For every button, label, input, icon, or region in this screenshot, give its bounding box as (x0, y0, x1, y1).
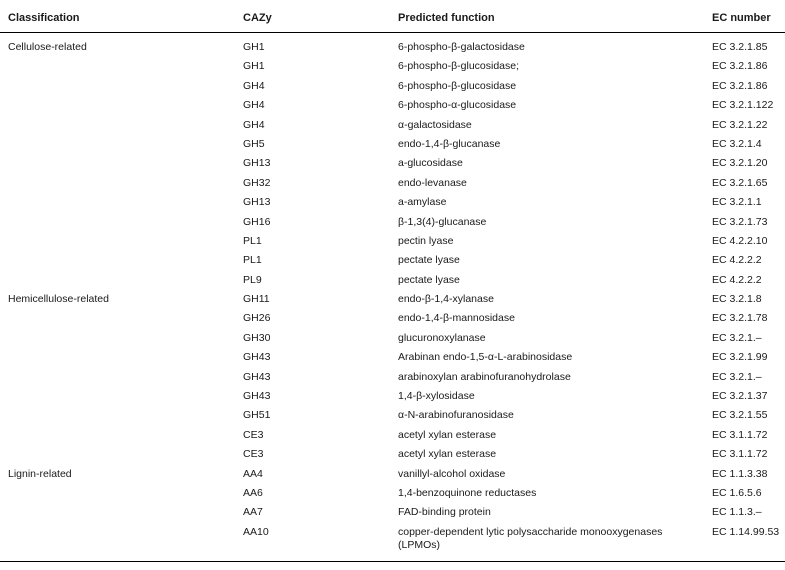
header-cazy: CAZy (243, 12, 272, 24)
function-cell: acetyl xylan esterase (398, 448, 497, 461)
function-cell: a-glucosidase (398, 157, 463, 170)
function-cell: copper-dependent lytic polysaccharide monooxygenases (LPMOs) (398, 525, 663, 551)
function-cell: pectin lyase (398, 234, 454, 247)
cazy-cell: GH4 (243, 118, 265, 131)
cazy-cell: GH1 (243, 60, 265, 73)
ec-number-cell: EC 3.2.1.55 (712, 409, 768, 422)
ec-number-cell: EC 3.2.1.8 (712, 293, 762, 306)
table-row (0, 330, 785, 349)
cazy-cell: CE3 (243, 448, 264, 461)
ec-number-cell: EC 3.2.1.1 (712, 196, 762, 209)
ec-number-cell: EC 3.2.1.– (712, 370, 762, 383)
ec-number-cell: EC 3.1.1.72 (712, 448, 768, 461)
ec-number-cell: EC 4.2.2.10 (712, 234, 768, 247)
table-row (0, 310, 785, 329)
ec-number-cell: EC 3.2.1.86 (712, 79, 768, 92)
ec-number-cell: EC 3.2.1.99 (712, 351, 768, 364)
function-cell: endo-levanase (398, 176, 467, 189)
table-row (0, 349, 785, 368)
cazy-cell: PL1 (243, 234, 262, 247)
function-cell: endo-1,4-β-mannosidase (398, 312, 515, 325)
cazy-cell: GH13 (243, 157, 271, 170)
function-cell: acetyl xylan esterase (398, 428, 497, 441)
ec-number-cell: EC 3.2.1.– (712, 331, 762, 344)
table-row (0, 39, 785, 58)
cazy-cell: GH1 (243, 41, 265, 53)
ec-number-cell: EC 1.6.5.6 (712, 486, 762, 499)
table-row (0, 194, 785, 213)
table-body (0, 39, 785, 558)
cazy-cell: GH30 (243, 331, 271, 344)
table-row (0, 388, 785, 407)
function-cell: β-1,3(4)-glucanase (398, 215, 487, 228)
table-row (0, 369, 785, 388)
table-row (0, 233, 785, 252)
table-row (0, 291, 785, 310)
function-cell: pectate lyase (398, 273, 460, 286)
cazy-cell: CE3 (243, 428, 264, 441)
ec-number-cell: EC 3.2.1.65 (712, 176, 768, 189)
cazy-cell: GH16 (243, 215, 271, 228)
ec-number-cell: EC 3.1.1.72 (712, 428, 768, 441)
table-row (0, 466, 785, 485)
ec-number-cell: EC 1.1.3.38 (712, 467, 768, 480)
cazy-cell: GH43 (243, 370, 271, 383)
table-row (0, 504, 785, 523)
table-row (0, 58, 785, 77)
table-row (0, 407, 785, 426)
table-row (0, 117, 785, 136)
classification-cell: Cellulose-related (8, 41, 87, 53)
ec-number-cell: EC 3.2.1.78 (712, 312, 768, 325)
cazy-cell: GH11 (243, 293, 270, 306)
cazy-cell: GH5 (243, 137, 265, 150)
ec-number-cell: EC 3.2.1.86 (712, 60, 768, 73)
ec-number-cell: EC 3.2.1.22 (712, 118, 768, 131)
function-cell: α-galactosidase (398, 118, 472, 131)
function-cell: a-amylase (398, 196, 447, 209)
table-row (0, 136, 785, 155)
cazy-cell: GH51 (243, 409, 271, 422)
ec-number-cell: EC 4.2.2.2 (712, 273, 762, 286)
ec-number-cell: EC 3.2.1.37 (712, 390, 768, 403)
function-cell: 1,4-benzoquinone reductases (398, 486, 537, 499)
header-classification: Classification (8, 12, 80, 24)
cazy-cell: GH26 (243, 312, 271, 325)
cazy-cell: GH13 (243, 196, 271, 209)
cazy-cell: AA10 (243, 525, 269, 538)
table-row (0, 155, 785, 174)
bottom-rule (0, 561, 785, 562)
ec-number-cell: EC 1.1.3.– (712, 506, 762, 519)
cazy-cell: GH43 (243, 390, 271, 403)
ec-number-cell: EC 1.14.99.53 (712, 525, 780, 538)
table-row (0, 214, 785, 233)
function-cell: arabinoxylan arabinofuranohydrolase (398, 370, 571, 383)
classification-cell: Lignin-related (8, 467, 72, 480)
table-row (0, 78, 785, 97)
table-row (0, 524, 785, 558)
table-row (0, 485, 785, 504)
table-row (0, 446, 785, 465)
function-cell: Arabinan endo-1,5-α-L-arabinosidase (398, 351, 573, 364)
classification-cell: Hemicellulose-related (8, 293, 109, 306)
function-cell: 6-phospho-α-glucosidase (398, 99, 517, 112)
cazy-cell: GH43 (243, 351, 271, 364)
cazy-cell: PL1 (243, 254, 262, 267)
function-cell: vanillyl-alcohol oxidase (398, 467, 506, 480)
ec-number-cell: EC 3.2.1.20 (712, 157, 768, 170)
function-cell: pectate lyase (398, 254, 460, 267)
ec-number-cell: EC 3.2.1.4 (712, 137, 762, 150)
table-row (0, 175, 785, 194)
function-cell: α-N-arabinofuranosidase (398, 409, 514, 422)
function-cell: endo-1,4-β-glucanase (398, 137, 501, 150)
ec-number-cell: EC 4.2.2.2 (712, 254, 762, 267)
function-cell: glucuronoxylanase (398, 331, 486, 344)
table-row (0, 97, 785, 116)
function-cell: 6-phospho-β-glucosidase (398, 79, 517, 92)
table-header (0, 4, 785, 33)
cazy-cell: GH32 (243, 176, 271, 189)
function-cell: 6-phospho-β-galactosidase (398, 41, 525, 53)
cazy-cell: PL9 (243, 273, 262, 286)
cazy-cell: GH4 (243, 99, 265, 112)
function-cell: 6-phospho-β-glucosidase; (398, 60, 520, 73)
ec-number-cell: EC 3.2.1.85 (712, 41, 768, 53)
header-predicted-function: Predicted function (398, 12, 495, 24)
function-cell: endo-β-1,4-xylanase (398, 293, 494, 306)
function-cell: 1,4-β-xylosidase (398, 390, 475, 403)
table-row (0, 252, 785, 271)
ec-number-cell: EC 3.2.1.122 (712, 99, 774, 112)
cazy-cell: AA4 (243, 467, 263, 480)
table-row (0, 272, 785, 291)
header-ec-number: EC number (712, 12, 771, 24)
cazy-cell: AA7 (243, 506, 263, 519)
ec-number-cell: EC 3.2.1.73 (712, 215, 768, 228)
table-row (0, 427, 785, 446)
cazy-cell: GH4 (243, 79, 265, 92)
function-cell: FAD-binding protein (398, 506, 491, 519)
cazy-cell: AA6 (243, 486, 263, 499)
